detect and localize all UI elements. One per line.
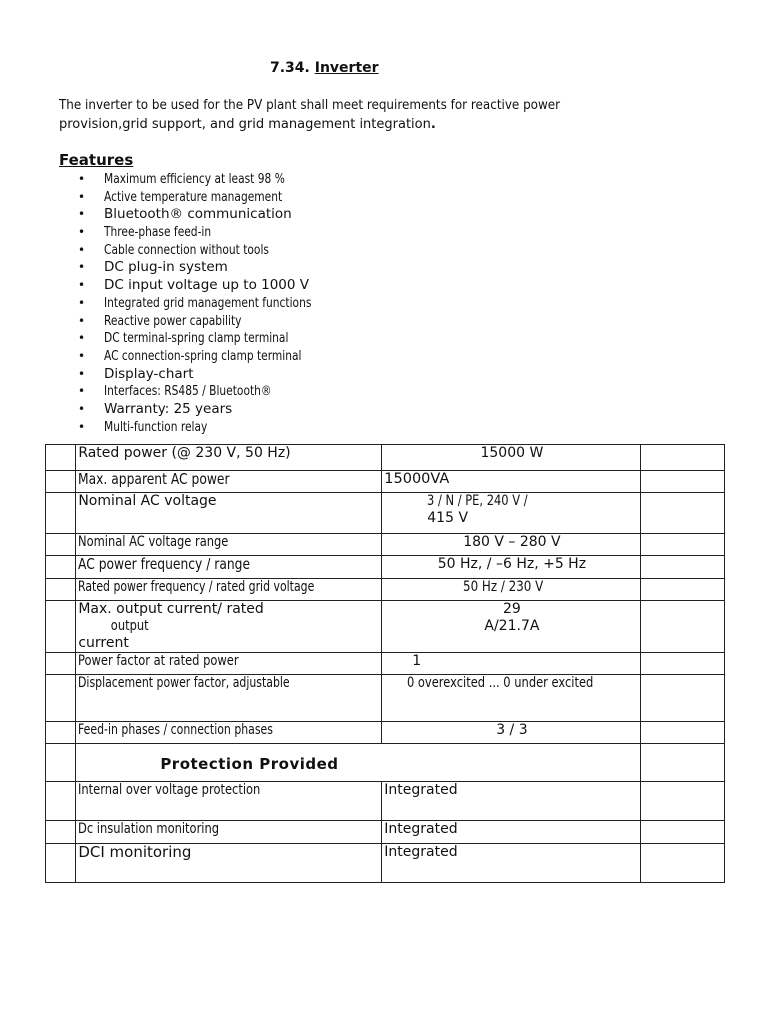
table-cell-empty — [640, 722, 724, 744]
value-text: 50 Hz / 230 V — [462, 579, 544, 595]
table-cell-param — [76, 844, 382, 883]
intro-line-1: The inverter to be used for the PV plant shall meet requirements for reactive power — [59, 98, 561, 113]
table-row — [46, 821, 725, 844]
table-cell-empty — [46, 534, 76, 556]
table-cell-param — [76, 534, 382, 556]
feature-text: Interfaces: RS485 / Bluetooth® — [104, 384, 272, 400]
value-text: Integrated — [384, 821, 458, 837]
param-text: Rated power (@ 230 V, 50 Hz) — [78, 445, 291, 461]
bullet-icon: • — [78, 348, 86, 363]
table-row — [46, 844, 725, 883]
table-cell-value — [382, 445, 640, 471]
bullet-icon: • — [78, 260, 86, 275]
feature-text: Bluetooth® communication — [104, 206, 292, 223]
bullet-icon: • — [78, 172, 86, 186]
table-cell-empty — [46, 445, 76, 471]
bullet-icon: • — [78, 401, 86, 416]
protection-heading-cell — [76, 744, 640, 782]
table-cell-param — [76, 579, 382, 601]
table-row — [46, 534, 725, 556]
table-cell-value — [382, 821, 640, 844]
table-cell-param — [76, 556, 382, 579]
value-text: 1 — [412, 653, 422, 669]
table-cell-value — [382, 653, 640, 675]
protection-heading: Protection Provided — [160, 755, 339, 773]
feature-text: DC plug-in system — [104, 259, 228, 276]
value-text: 415 V — [427, 510, 469, 526]
table-cell-value — [382, 556, 640, 579]
table-cell-value — [382, 534, 640, 556]
table-cell-empty — [640, 744, 724, 782]
table-cell-empty — [640, 675, 724, 722]
bullet-icon: • — [78, 189, 86, 204]
table-cell-param — [76, 821, 382, 844]
table-cell-value — [382, 579, 640, 601]
feature-text: Three-phase feed-in — [104, 225, 212, 241]
section-name: Inverter — [314, 60, 379, 76]
table-cell-empty — [640, 782, 724, 821]
value-text: A/21.7A — [484, 618, 540, 634]
table-row — [46, 493, 725, 534]
table-cell-value — [382, 675, 640, 722]
param-text: Internal over voltage protection — [78, 782, 261, 798]
table-cell-value — [382, 844, 640, 883]
feature-text: Active temperature management — [104, 189, 283, 205]
param-text: DCI monitoring — [78, 843, 192, 861]
bullet-icon: • — [78, 242, 86, 257]
table-cell-empty — [640, 556, 724, 579]
feature-text: Multi-function relay — [104, 419, 208, 435]
feature-text: Maximum efficiency at least 98 % — [104, 172, 285, 187]
table-cell-empty — [46, 556, 76, 579]
feature-text: Cable connection without tools — [104, 242, 269, 258]
table-row — [46, 722, 725, 744]
table-cell-empty — [640, 653, 724, 675]
feature-text: DC terminal-spring clamp terminal — [104, 331, 289, 347]
table-cell-value — [382, 471, 640, 493]
bullet-icon: • — [78, 225, 86, 240]
table-cell-param — [76, 675, 382, 722]
intro-line-2-text: provision,grid support, and grid management integration — [59, 117, 431, 132]
bullet-icon: • — [78, 278, 86, 293]
param-text: Power factor at rated power — [78, 653, 239, 669]
table-cell-empty — [46, 722, 76, 744]
table-cell-empty — [46, 579, 76, 601]
table-cell-empty — [640, 445, 724, 471]
table-cell-empty — [640, 844, 724, 883]
table-cell-param — [76, 601, 382, 653]
table-cell-empty — [640, 821, 724, 844]
table-cell-empty — [46, 782, 76, 821]
table-cell-param — [76, 782, 382, 821]
table-row — [46, 579, 725, 601]
table-row — [46, 445, 725, 471]
value-text: 3 / N / PE, 240 V / — [427, 493, 528, 509]
bullet-icon: • — [78, 384, 86, 399]
feature-text: Display-chart — [104, 365, 194, 382]
table-cell-empty — [46, 601, 76, 653]
feature-text: Reactive power capability — [104, 313, 242, 329]
table-cell-empty — [640, 534, 724, 556]
table-row — [46, 556, 725, 579]
features-heading: Features — [59, 151, 134, 169]
intro-paragraph — [59, 96, 599, 134]
table-cell-empty — [46, 821, 76, 844]
param-text: Feed-in phases / connection phases — [78, 722, 274, 738]
param-text: Dc insulation monitoring — [78, 821, 220, 837]
value-text: 15000 W — [480, 445, 544, 461]
table-cell-empty — [46, 471, 76, 493]
bullet-icon: • — [78, 313, 86, 328]
feature-text: AC connection-spring clamp terminal — [104, 348, 302, 364]
value-text: 180 V – 280 V — [463, 534, 561, 550]
table-cell-empty — [46, 493, 76, 534]
table-row — [46, 601, 725, 653]
table-cell-empty — [46, 653, 76, 675]
table-row — [46, 653, 725, 675]
bullet-icon: • — [78, 366, 86, 381]
table-cell-empty — [640, 493, 724, 534]
param-text: Rated power frequency / rated grid voltage — [78, 579, 315, 595]
table-cell-value — [382, 782, 640, 821]
specifications-table — [45, 444, 725, 883]
value-text: 50 Hz, / –6 Hz, +5 Hz — [437, 556, 587, 572]
bullet-icon: • — [78, 419, 86, 434]
table-cell-empty — [640, 601, 724, 653]
table-cell-param — [76, 493, 382, 534]
table-cell-empty — [46, 744, 76, 782]
table-cell-param — [76, 445, 382, 471]
feature-text: Warranty: 25 years — [104, 400, 233, 417]
param-text: Nominal AC voltage — [78, 493, 217, 509]
value-text: 0 overexcited ... 0 under excited — [407, 675, 594, 691]
param-text: current — [78, 635, 129, 651]
table-row — [46, 744, 725, 782]
param-text: AC power frequency / range — [78, 555, 251, 573]
param-text: Displacement power factor, adjustable — [78, 675, 290, 691]
value-text: 29 — [503, 601, 521, 617]
bullet-icon: • — [78, 207, 86, 222]
table-cell-empty — [46, 844, 76, 883]
table-cell-param — [76, 722, 382, 744]
param-text: Nominal AC voltage range — [78, 534, 229, 550]
bullet-icon: • — [78, 295, 86, 310]
section-number: 7.34. — [270, 60, 310, 76]
value-text: Integrated — [384, 782, 458, 798]
param-text: output — [111, 618, 149, 634]
value-text: Integrated — [384, 844, 458, 860]
table-row — [46, 782, 725, 821]
table-row — [46, 675, 725, 722]
table-cell-empty — [640, 471, 724, 493]
table-cell-value — [382, 493, 640, 534]
section-title — [270, 60, 379, 76]
table-cell-empty — [46, 675, 76, 722]
bullet-icon: • — [78, 331, 86, 346]
table-cell-value — [382, 601, 640, 653]
table-row — [46, 471, 725, 493]
intro-period: . — [430, 117, 436, 132]
feature-text: Integrated grid management functions — [104, 295, 312, 311]
table-cell-param — [76, 471, 382, 493]
param-text: Max. apparent AC power — [78, 470, 230, 488]
table-cell-empty — [640, 579, 724, 601]
intro-line-2 — [59, 115, 599, 134]
table-cell-param — [76, 653, 382, 675]
feature-text: DC input voltage up to 1000 V — [104, 277, 310, 294]
value-text: 3 / 3 — [496, 722, 528, 738]
table-cell-value — [382, 722, 640, 744]
param-text: Max. output current/ rated — [78, 601, 264, 617]
value-text: 15000VA — [384, 471, 450, 487]
